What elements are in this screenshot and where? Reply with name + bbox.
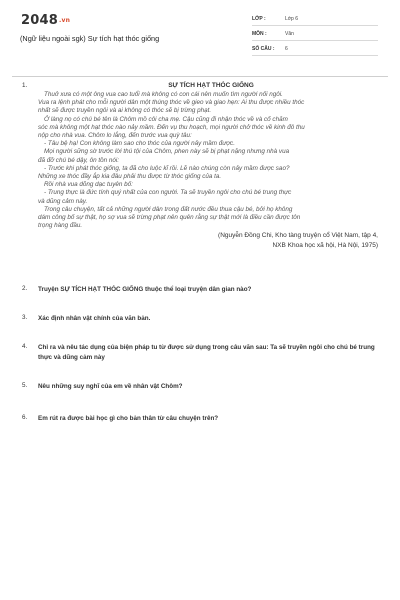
meta-divider (252, 55, 378, 56)
question-number: 5. (22, 382, 28, 389)
source-line-2: NXB Khoa học xã hội, Hà Nội, 1975) (272, 242, 378, 250)
question-number: 1. (22, 82, 28, 89)
meta-subject-label: MÔN : (252, 31, 267, 37)
passage-line: Thuở xưa có một ông vua cao tuổi mà không có con cái nên muốn tìm người nối ngôi. (44, 91, 283, 98)
passage-line: - Trung thực là đức tính quý nhất của con người. Ta sẽ truyền ngôi cho chú bé trung thực (44, 189, 292, 197)
site-logo[interactable] (21, 13, 70, 28)
meta-divider (252, 40, 378, 41)
question-number: 6. (22, 414, 28, 421)
meta-class-value: Lớp 6 (285, 16, 299, 22)
passage-line: Trong câu chuyện, tất cả những người dân trong đất nước đều thua cậu bé, bởi họ không (44, 205, 293, 213)
question-text: Chỉ ra và nêu tác dụng của biện pháp tu từ được sử dụng trong câu văn sau: Ta sẽ truyền ngôi cho chú bé trung thực và dũng cảm này (38, 344, 375, 361)
question-number: 2. (22, 285, 28, 292)
logo-text: 2048 (21, 13, 58, 28)
meta-count-value: 6 (285, 46, 288, 52)
passage-line: nộp cho nhà vua. Chôm lo lắng, đến trước vua quỳ tâu: (38, 132, 192, 140)
worksheet-header (0, 0, 400, 68)
passage-title: SỰ TÍCH HẠT THÓC GIỐNG (168, 82, 254, 89)
passage-line: Rồi nhà vua dõng dạc tuyên bố: (44, 181, 133, 189)
passage-line: Những xe thóc đầy ắp kia đâu phải thu được từ thóc giống của ta. (38, 173, 222, 181)
question-text: Nêu những suy nghĩ của em về nhân vật Chôm? (38, 383, 183, 390)
logo-suffix: .vn (58, 17, 71, 24)
meta-count-label: SỐ CÂU : (252, 46, 275, 52)
passage-line: trọng hàng đầu. (38, 222, 83, 230)
source-line-1: (Nguyễn Đồng Chi, Kho tàng truyện cổ Việt Nam, tập 4, (218, 232, 378, 240)
passage-body (38, 91, 378, 230)
passage-line: sóc mà không một hạt thóc nào nảy mầm. Đến vụ thu hoạch, mọi người chở thóc về kinh đô thu (38, 123, 305, 131)
meta-subject-value: Văn (285, 31, 294, 37)
meta-divider (252, 25, 378, 26)
passage-line: và dũng cảm này. (38, 197, 88, 205)
passage-line: đã đỡ chú bé dậy, ôn tồn nói: (38, 156, 120, 164)
passage-source (38, 230, 378, 252)
question-text: Truyện SỰ TÍCH HẠT THÓC GIỐNG thuộc thể loại truyện dân gian nào? (38, 286, 252, 293)
question-number: 3. (22, 314, 28, 321)
question-text: Xác định nhân vật chính của văn bản. (38, 315, 151, 322)
question-text: Em rút ra được bài học gì cho bản thân từ câu chuyện trên? (38, 415, 219, 422)
question-number: 4. (22, 343, 28, 350)
passage-line: dám công bố sự thật, họ sợ vua sẽ trừng phạt nên quên rằng sự thật mới là điều cần được tôn (38, 214, 301, 222)
passage-line: Ở làng nọ có chú bé tên là Chôm mồ côi cha mẹ. Cậu cũng đi nhận thóc về và cố chăm (44, 115, 288, 123)
passage-line: - Trước khi phát thóc giống, ta đã cho luộc kĩ rồi. Lẽ nào chúng còn nảy mầm được sao? (44, 164, 290, 172)
passage-line: nhất sẽ được truyền ngôi và ai không có thóc sẽ bị trừng phạt. (38, 107, 212, 115)
worksheet-subtitle: (Ngữ liệu ngoài sgk) Sự tích hạt thóc giống (20, 34, 160, 43)
meta-class-label: LỚP : (252, 16, 266, 22)
header-divider (12, 76, 388, 77)
passage-line: - Tâu bệ hạ! Con không làm sao cho thóc của người nảy mầm được. (44, 140, 235, 148)
reading-passage (38, 82, 378, 252)
passage-line: Mọi người sững sờ trước lời thú tội của Chôm, phen này sẽ bị phạt nặng nhưng nhà vua (44, 148, 290, 156)
passage-line: Vua ra lệnh phát cho mỗi người dân một thúng thóc về gieo và giao hẹn: Ai thu được nhiều thóc (38, 99, 305, 107)
